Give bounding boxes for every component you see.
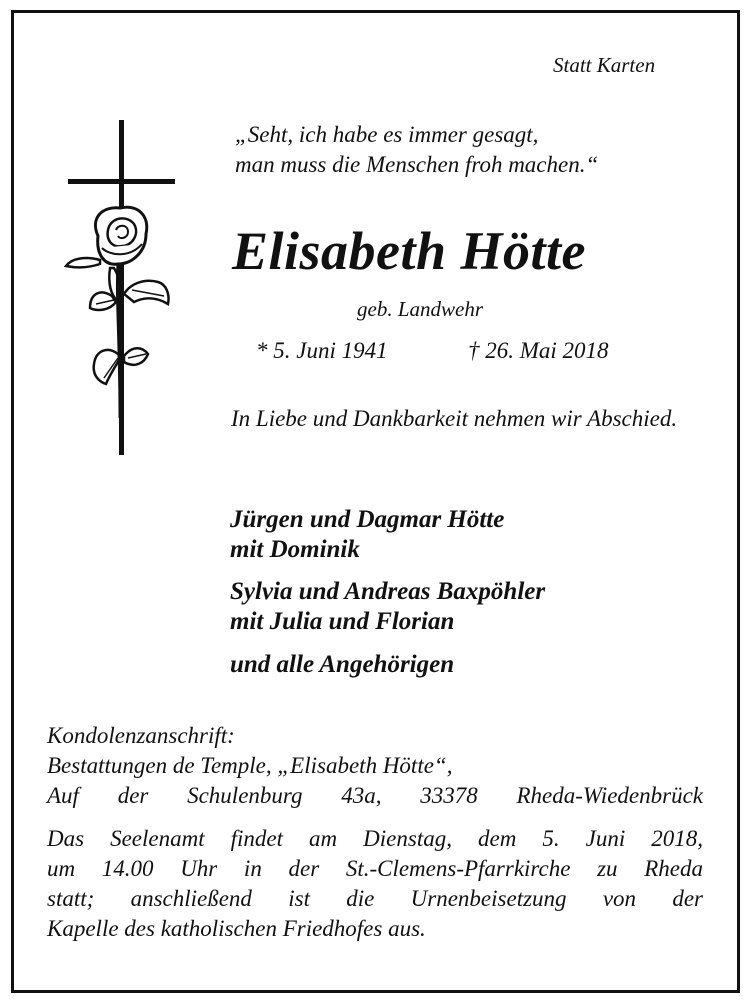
condolence-heading: Kondolenzanschrift: — [47, 723, 235, 748]
farewell-text: In Liebe und Dankbarkeit nehmen wir Abschied. — [231, 406, 678, 431]
cross-with-rose-icon — [60, 118, 180, 463]
family-group-2 — [230, 577, 545, 637]
service-line-3: statt; anschließend ist die Urnenbeisetzung von der — [47, 886, 703, 911]
family-group-3: und alle Angehörigen — [230, 651, 455, 678]
quote — [235, 120, 598, 180]
birth-name: geb. Landwehr — [357, 297, 483, 321]
service-line-1: Das Seelenamt findet am Dienstag, dem 5. Juni 2018, — [47, 826, 703, 851]
condolence-line-1: Bestattungen de Temple, „Elisabeth Hötte“, — [47, 753, 453, 778]
death-date: † 26. Mai 2018 — [468, 338, 609, 363]
service-info — [47, 824, 703, 944]
family-group-1-line-1: Jürgen und Dagmar Hötte — [230, 506, 505, 533]
service-line-4: Kapelle des katholischen Friedhofes aus. — [47, 916, 426, 941]
quote-line-2: man muss die Menschen froh machen.“ — [235, 152, 599, 177]
family-group-2-line-2: mit Julia und Florian — [230, 608, 455, 635]
condolence-address — [47, 721, 703, 811]
statt-karten-label: Statt Karten — [553, 53, 656, 77]
condolence-line-2: Auf der Schulenburg 43a, 33378 Rheda-Wiedenbrück — [47, 783, 703, 808]
service-line-2: um 14.00 Uhr in der St.-Clemens-Pfarrkirche zu Rheda — [47, 856, 703, 881]
family-group-2-line-1: Sylvia und Andreas Baxpöhler — [230, 578, 546, 605]
family-group-1 — [230, 505, 504, 565]
birth-date: * 5. Juni 1941 — [256, 338, 388, 363]
family-group-1-line-2: mit Dominik — [230, 536, 360, 563]
quote-line-1: „Seht, ich habe es immer gesagt, — [235, 122, 539, 147]
deceased-name: Elisabeth Hötte — [232, 221, 587, 281]
